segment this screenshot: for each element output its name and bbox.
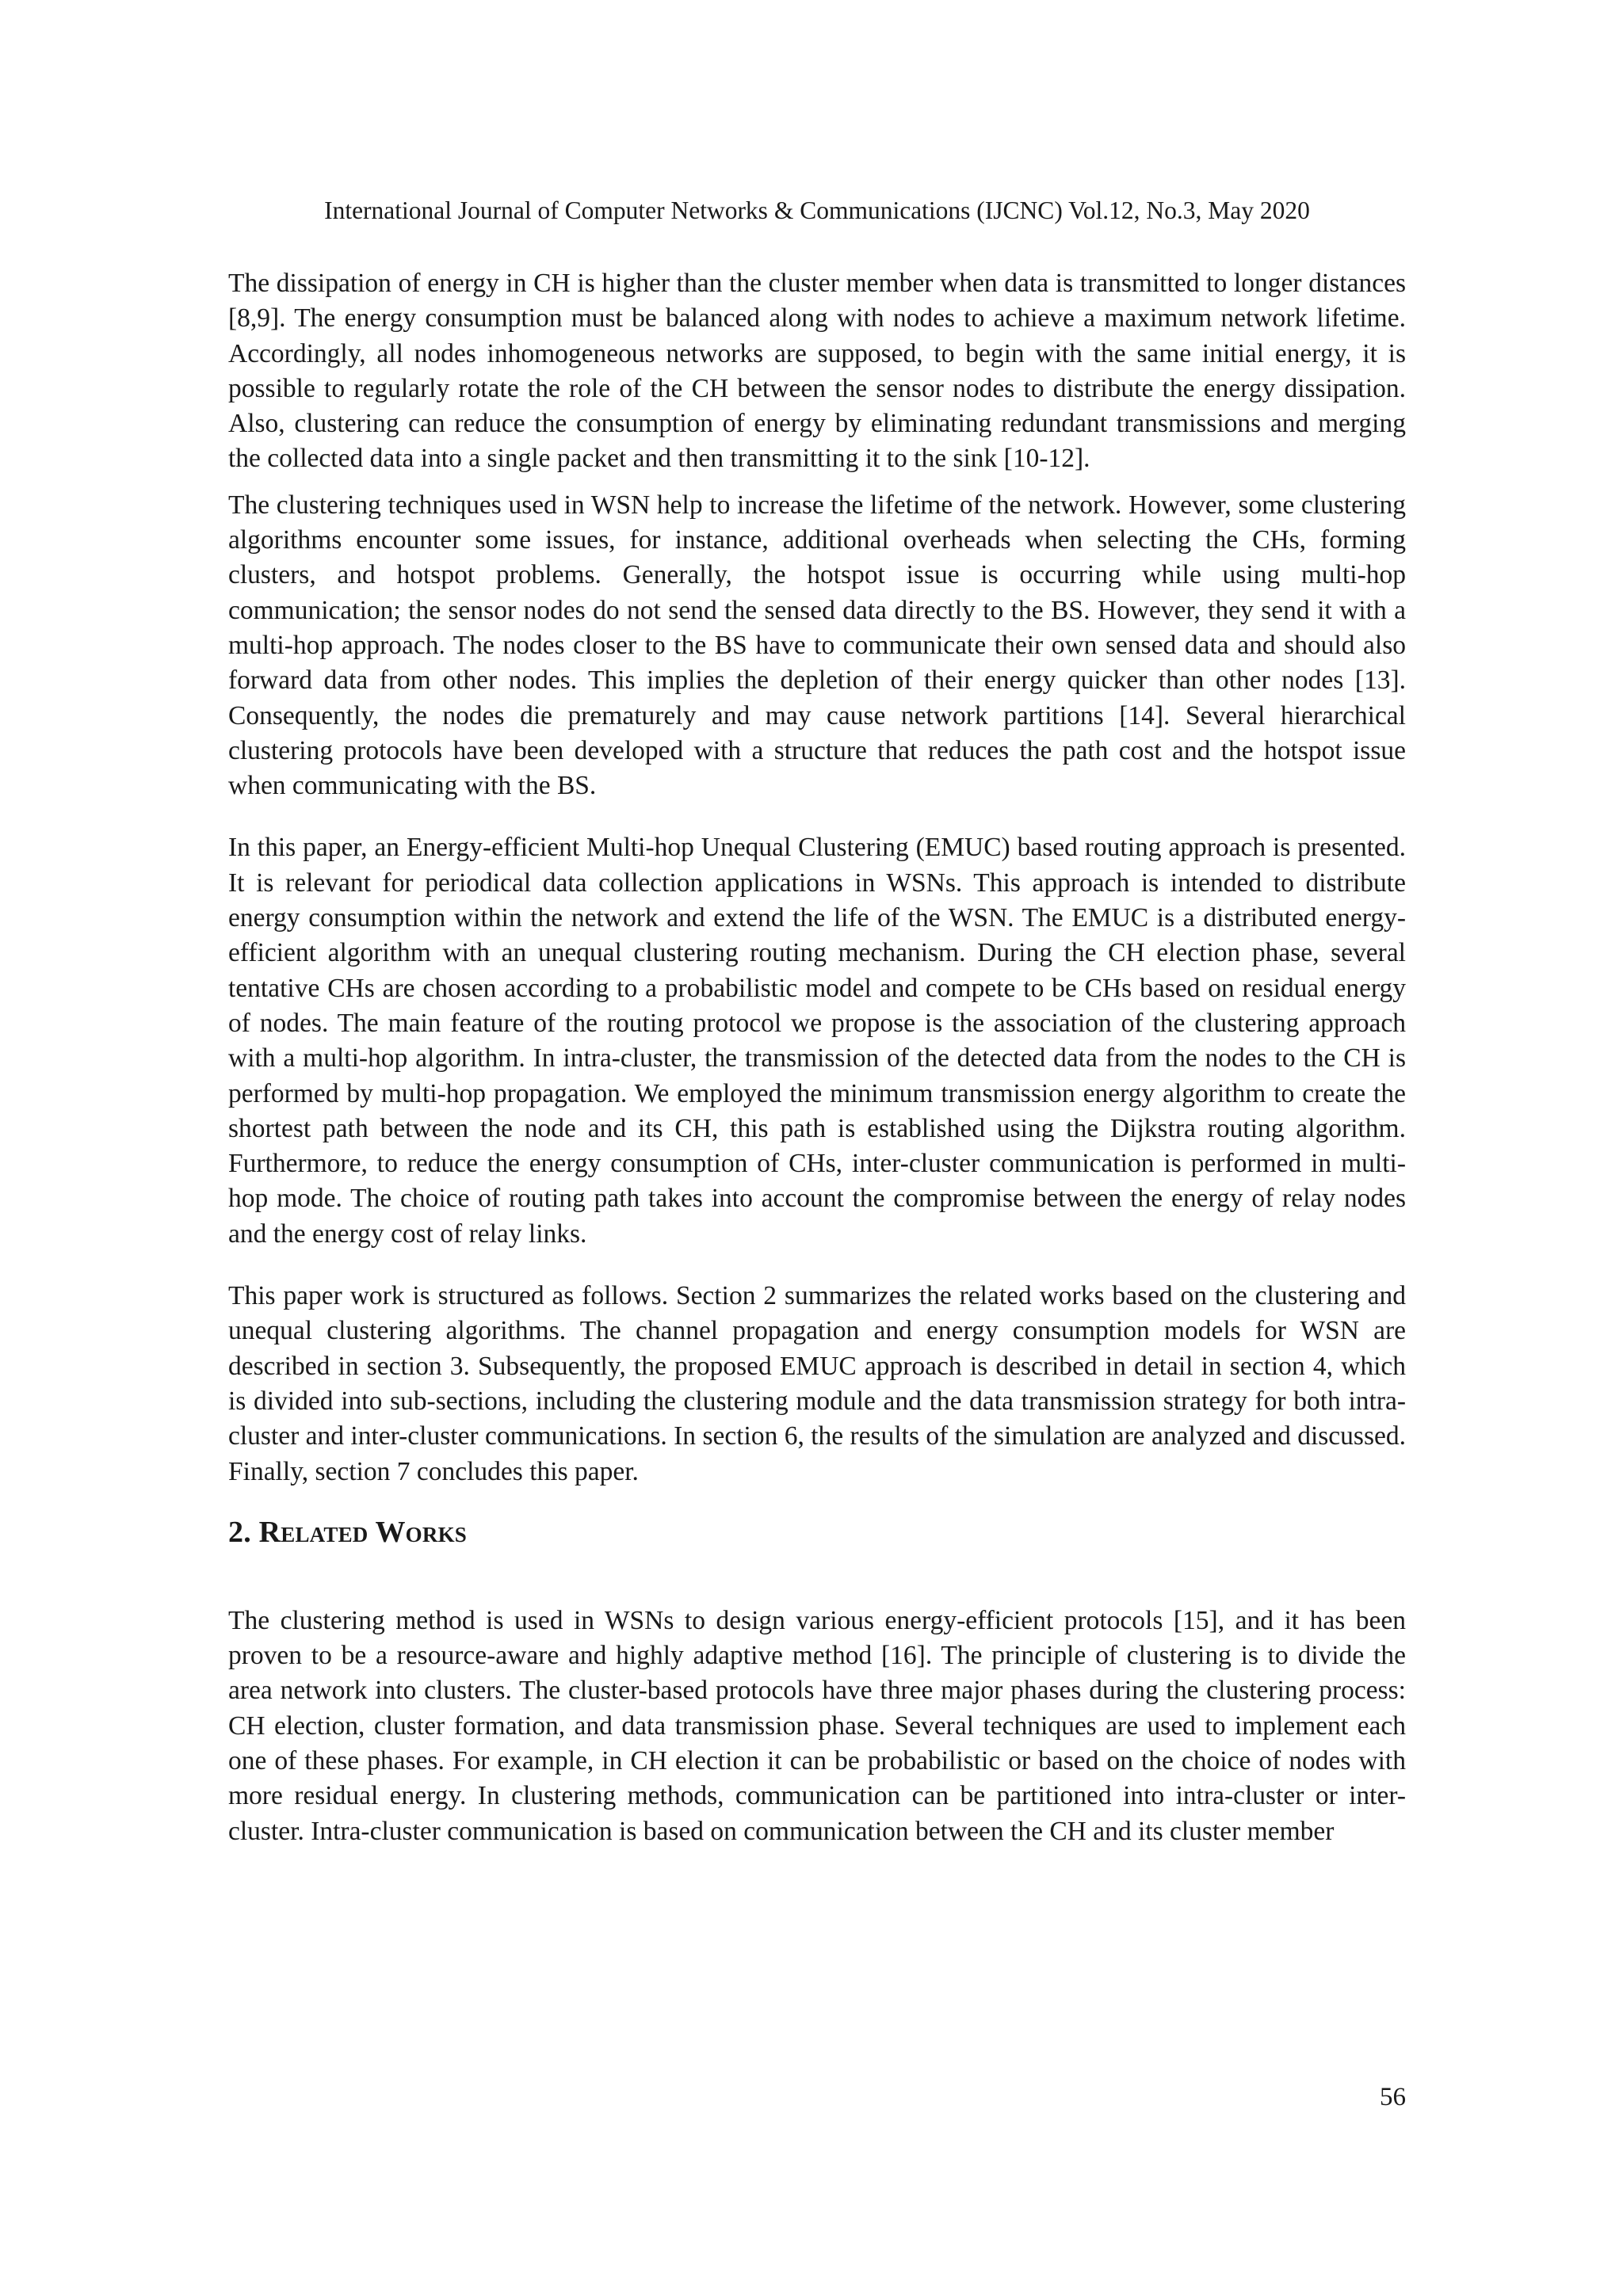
section-paragraph-1: The clustering method is used in WSNs to design various energy-efficient protocols [15], and it has been proven to be a resource-aware and highly adaptive method [16]. The principle of clustering is to divide the area network into clusters. The cluster-based protocols have three major phases during the clustering process: CH election, cluster formation, and data transmission phase. Several techniques are used to implement each one of these phases. For example, in CH election it can be probabilistic or based on the choice of nodes with more residual energy. In clustering methods, communication can be partitioned into intra-cluster or inter-cluster. Intra-cluster communication is based on communication between the CH and its cluster member xyxy=(228,1605,1406,1846)
body-paragraph-3: In this paper, an Energy-efficient Multi-hop Unequal Clustering (EMUC) based routing approach is presented. It is relevant for periodical data collection applications in WSNs. This approach is intended to distribute energy consumption within the network and extend the life of the WSN. The EMUC is a distributed energy-efficient algorithm with an unequal clustering routing mechanism. During the CH election phase, several tentative CHs are chosen according to a probabilistic model and compete to be CHs based on residual energy of nodes. The main feature of the routing protocol we propose is the association of the clustering approach with a multi-hop algorithm. In intra-cluster, the transmission of the detected data from the nodes to the CH is performed by multi-hop propagation. We employed the minimum transmission energy algorithm to create the shortest path between the node and its CH, this path is established using the Dijkstra routing algorithm. Furthermore, to reduce the energy consumption of CHs, inter-cluster communication is performed in multi-hop mode. The choice of routing path takes into account the compromise between the energy of relay nodes and the energy cost of relay links. xyxy=(228,833,1406,1249)
body-paragraph-4: This paper work is structured as follows. Section 2 summarizes the related works based on the clustering and unequal clustering algorithms. The channel propagation and energy consumption models for WSN are described in section 3. Subsequently, the proposed EMUC approach is described in detail in section 4, which is divided into sub-sections, including the clustering module and the data transmission strategy for both intra-cluster and inter-cluster communications. In section 6, the results of the simulation are analyzed and discussed. Finally, section 7 concludes this paper. xyxy=(228,1281,1406,1486)
page-number: 56 xyxy=(1380,2083,1406,2111)
body-paragraph-2: The clustering techniques used in WSN help to increase the lifetime of the network. However, some clustering algorithms encounter some issues, for instance, additional overheads when selecting the CHs, forming clusters, and hotspot problems. Generally, the hotspot issue is occurring while using multi-hop communication; the sensor nodes do not send the sensed data directly to the BS. However, they send it with a multi-hop approach. The nodes closer to the BS have to communicate their own sensed data and should also forward data from other nodes. This implies the depletion of their energy quicker than other nodes [13]. Consequently, the nodes die prematurely and may cause network partitions [14]. Several hierarchical clustering protocols have been developed with a structure that reduces the path cost and the hotspot issue when communicating with the BS. xyxy=(228,490,1406,801)
paper-page xyxy=(228,0,1406,2296)
running-header: International Journal of Computer Networks & Communications (IJCNC) Vol.12, No.3, May 2020 xyxy=(324,196,1310,224)
body-paragraph-1: The dissipation of energy in CH is higher than the cluster member when data is transmitted to longer distances [8,9]. The energy consumption must be balanced along with nodes to achieve a maximum network lifetime. Accordingly, all nodes inhomogeneous networks are supposed, to begin with the same initial energy, it is possible to regularly rotate the role of the CH between the sensor nodes to distribute the energy dissipation. Also, clustering can reduce the consumption of energy by eliminating redundant transmissions and merging the collected data into a single packet and then transmitting it to the sink [10-12]. xyxy=(228,269,1406,474)
body-text xyxy=(228,266,1406,1849)
section-heading-related-works: 2. Related Works xyxy=(228,1515,468,1549)
